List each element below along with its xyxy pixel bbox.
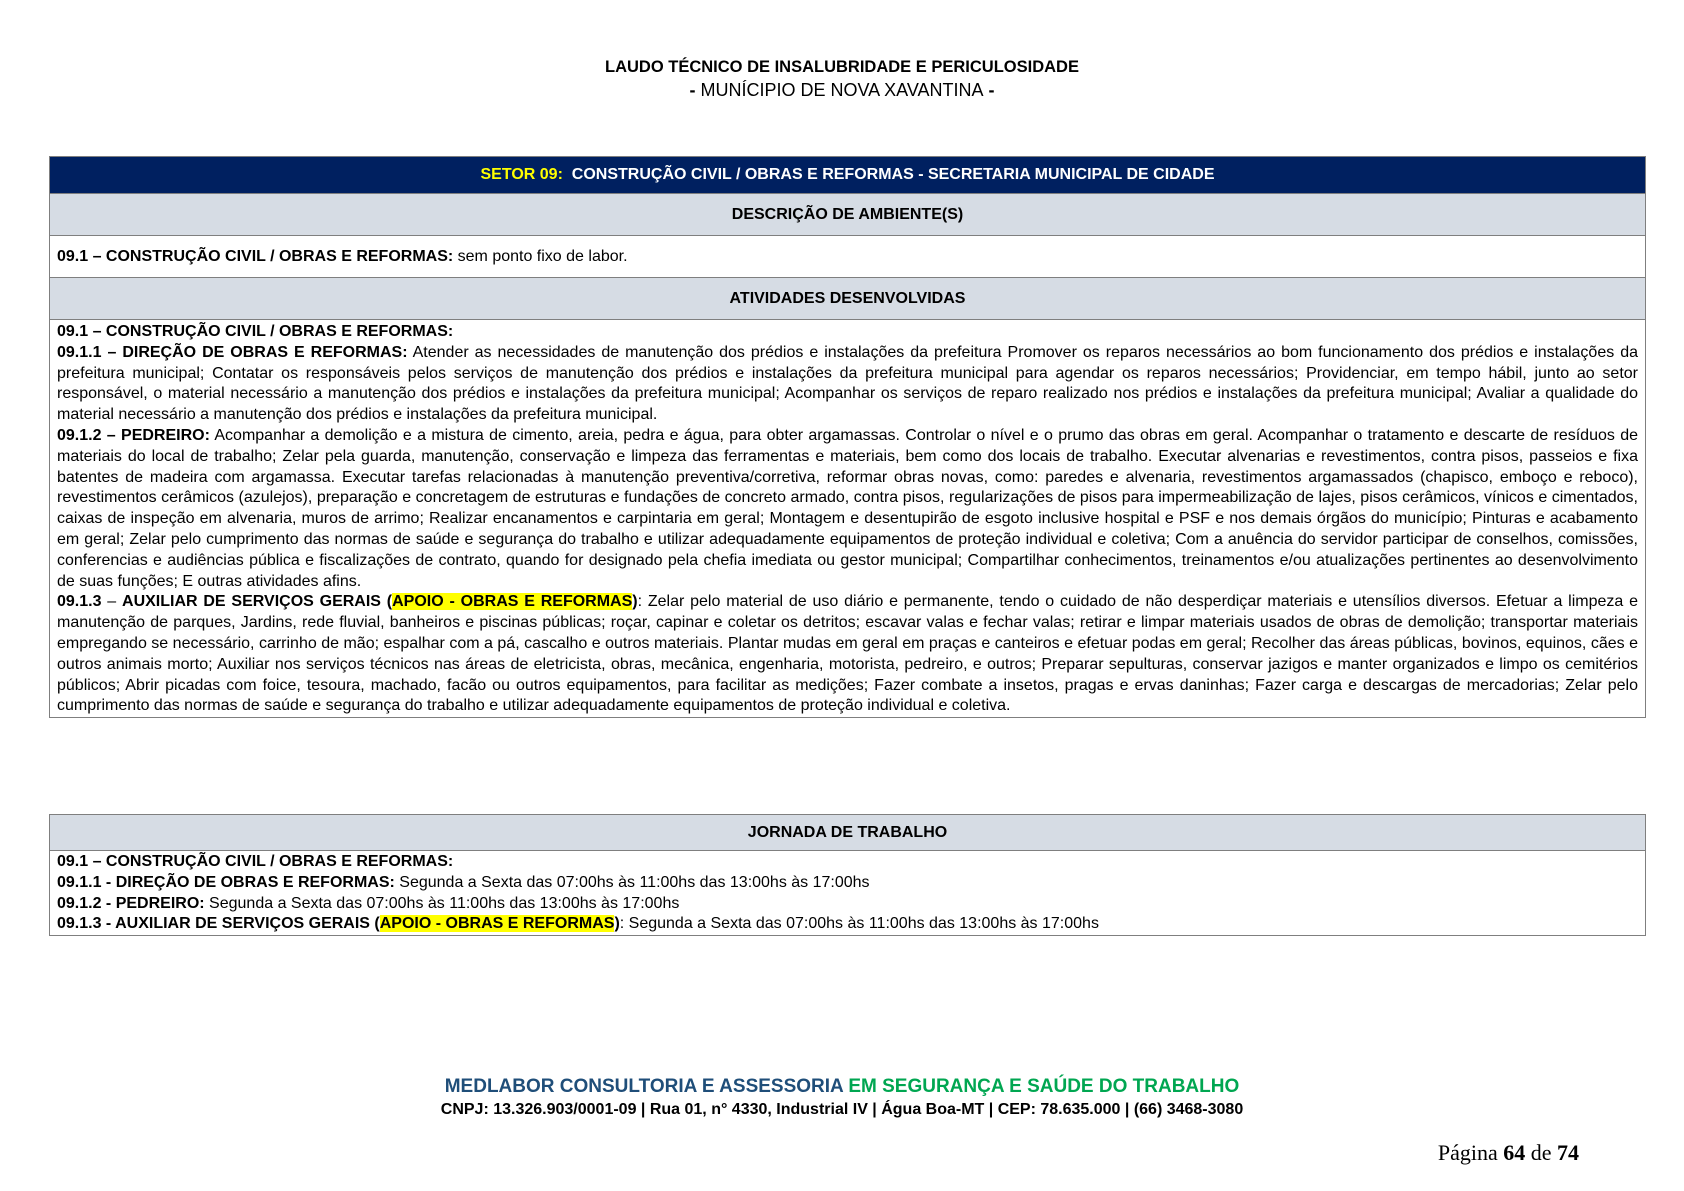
company-name-part1: MEDLABOR CONSULTORIA E ASSESSORIA [444,1076,844,1097]
journey-text: Segunda a Sexta das 07:00hs às 11:00hs das 13:00hs às 17:00hs [204,894,680,912]
journey-highlight: APOIO - OBRAS E REFORMAS [379,915,615,933]
journey-label: 09.1.3 - AUXILIAR DE SERVIÇOS GERAIS ( [57,915,380,933]
activity-label: 09.1.2 – PEDREIRO: [57,426,210,444]
journey-label: 09.1.2 - PEDREIRO: [57,894,205,912]
activity-text: : Zelar pelo material de uso diário e permanente, tendo o cuidado de não desperdiçar materiais e utensílios diversos. Efetuar a limpeza e manutenção de parques, Jardins, rede fluvial, banheiros e piscinas públicas; roçar, capinar e coletar os detritos; escavar valas e fechar valas; retirar e limpar materiais usados de obras de demolição; transportar materiais empregando se necessário, carrinho de mão; espalhar com a pá, cascalho e outros materiais. Plantar mudas em geral em praças e canteiros e efetuar podas em geral; Recolher das áreas públicas, bovinos, equinos, cães e outros animais morto; Auxiliar nos serviços técnicos nas áreas de eletricista, obras, mecânica, engenharia, motorista, pedreiro, e outros; Preparar sepulturas, conservar jazigos e manter organizados e limpo os cemitérios públicos; Abrir picadas com foice, tesoura, machado, facão ou outros equipamentos, para facilitar as medições; Fazer combate a insetos, pragas e ervas daninhas; Fazer carga e descargas de mercadorias; Zelar pelo cumprimento das normas de saúde e segurança do trabalho e utilizar adequadamente equipamentos de proteção individual e coletiva. [57,593,1639,715]
journey-title: 09.1 – CONSTRUÇÃO CIVIL / OBRAS E REFORMAS: [57,853,454,870]
environment-heading: DESCRIÇÃO DE AMBIENTE(S) [50,194,1646,236]
journey-body [50,851,1646,936]
activities-body [50,320,1646,718]
journey-text: : Segunda a Sexta das 07:00hs às 11:00hs das 13:00hs às 17:00hs [619,915,1099,933]
activity-label: 09.1.1 – DIREÇÃO DE OBRAS E REFORMAS: [57,343,408,361]
company-name-part2: EM SEGURANÇA E SAÚDE DO TRABALHO [843,1076,1240,1097]
sector-code: SETOR 09: [480,166,563,183]
document-subtitle [0,78,1684,102]
activity-dash: – [101,593,123,611]
journey-item [57,873,1638,894]
page-total: 74 [1557,1140,1579,1165]
activities-title: 09.1 – CONSTRUÇÃO CIVIL / OBRAS E REFORMAS: [57,323,454,340]
activity-label-end: ) [632,593,638,611]
journey-item [57,914,1638,935]
activity-item [57,426,1638,592]
page-current: 64 [1503,1140,1526,1165]
environment-description [50,236,1646,278]
activity-code: 09.1.3 [57,593,102,611]
company-address: CNPJ: 13.326.903/0001-09 | Rua 01, n° 4330, Industrial IV | Água Boa-MT | CEP: 78.635.000 | (66) 3468-3080 [440,1101,1244,1118]
activity-item [57,343,1638,426]
subtitle-suffix: - [983,80,995,100]
environment-text: sem ponto fixo de labor. [453,247,628,265]
journey-label-end: ) [614,915,620,933]
journey-text: Segunda a Sexta das 07:00hs às 11:00hs das 13:00hs às 17:00hs [394,873,870,891]
subtitle-prefix: - [689,80,701,100]
activity-label: AUXILIAR DE SERVIÇOS GERAIS ( [122,593,393,611]
company-name [0,1075,1684,1099]
sector-title-bar [50,157,1646,194]
sector-name: CONSTRUÇÃO CIVIL / OBRAS E REFORMAS - SECRETARIA MUNICIPAL DE CIDADE [571,166,1215,183]
subtitle-text: MUNÍCIPIO DE NOVA XAVANTINA [700,80,984,100]
document-header [0,56,1684,102]
activity-text: Atender as necessidades de manutenção dos prédios e instalações da prefeitura Promover os reparos necessários ao bom funcionamento dos prédios e instalações da prefeitura municipal; Contatar os responsáveis pelos serviços de manutenção dos prédios e instalações da prefeitura municipal para agendar os reparos necessários; Providenciar, em tempo hábil, junto ao setor responsável, o material necessário a manutenção dos prédios e instalações da prefeitura municipal; Acompanhar os serviços de reparo realizado nos prédios e instalações da prefeitura municipal; Avaliar a qualidade do material necessário a manutenção dos prédios e instalações da prefeitura municipal. [57,343,1638,424]
page-label: Página [1437,1140,1504,1165]
environment-label: 09.1 – CONSTRUÇÃO CIVIL / OBRAS E REFORMAS: [57,247,454,265]
journey-heading: JORNADA DE TRABALHO [50,815,1646,851]
document-footer [0,1075,1684,1121]
journey-item [57,894,1638,915]
activity-item [57,592,1638,717]
activity-highlight: APOIO - OBRAS E REFORMAS [392,593,633,611]
journey-label: 09.1.1 - DIREÇÃO DE OBRAS E REFORMAS: [57,873,395,891]
page-of: de [1525,1140,1557,1165]
journey-table [49,814,1646,936]
activities-heading: ATIVIDADES DESENVOLVIDAS [50,278,1646,320]
sector-table [49,156,1646,718]
page-number [1438,1140,1579,1166]
activity-text: Acompanhar a demolição e a mistura de cimento, areia, pedra e água, para obter argamassas. Controlar o nível e o prumo das obras em geral. Acompanhar o tratamento e descarte de resíduos de materiais do local de trabalho; Zelar pela guarda, manutenção, conservação e limpeza das ferramentas e materiais, bem como dos locais de trabalho. Executar alvenarias e revestimentos, contra pisos, passeios e fixa batentes de madeira com argamassa. Executar tarefas relacionadas à manutenção preventiva/corretiva, reformar obras novas, como: paredes e alvenaria, revestimentos argamassados (chapisco, emboço e reboco), revestimentos cerâmicos (azulejos), preparação e concretagem de estruturas e fundações de concreto armado, contra pisos, regularizações de pisos para impermeabilização de lajes, pisos cerâmicos, vínicos e cimentados, caixas de inspeção em alvenaria, muros de arrimo; Realizar encanamentos e carpintaria em geral; Montagem e desentupirão de esgoto inclusive hospital e PSF e nos demais órgãos do município; Pinturas e acabamento em geral; Zelar pelo cumprimento das normas de saúde e segurança do trabalho e utilizar adequadamente equipamentos de proteção individual e coletiva; Com a anuência do servidor participar de conselhos, comissões, conferencias e audiências pública e fiscalizações de contrato, quando for designado pela chefia imediata ou gestor municipal; Compartilhar conhecimentos, treinamentos e/ou atualizações pertinentes ao desenvolvimento de suas funções; E outras atividades afins. [57,426,1638,590]
document-title: LAUDO TÉCNICO DE INSALUBRIDADE E PERICULOSIDADE [605,58,1079,76]
